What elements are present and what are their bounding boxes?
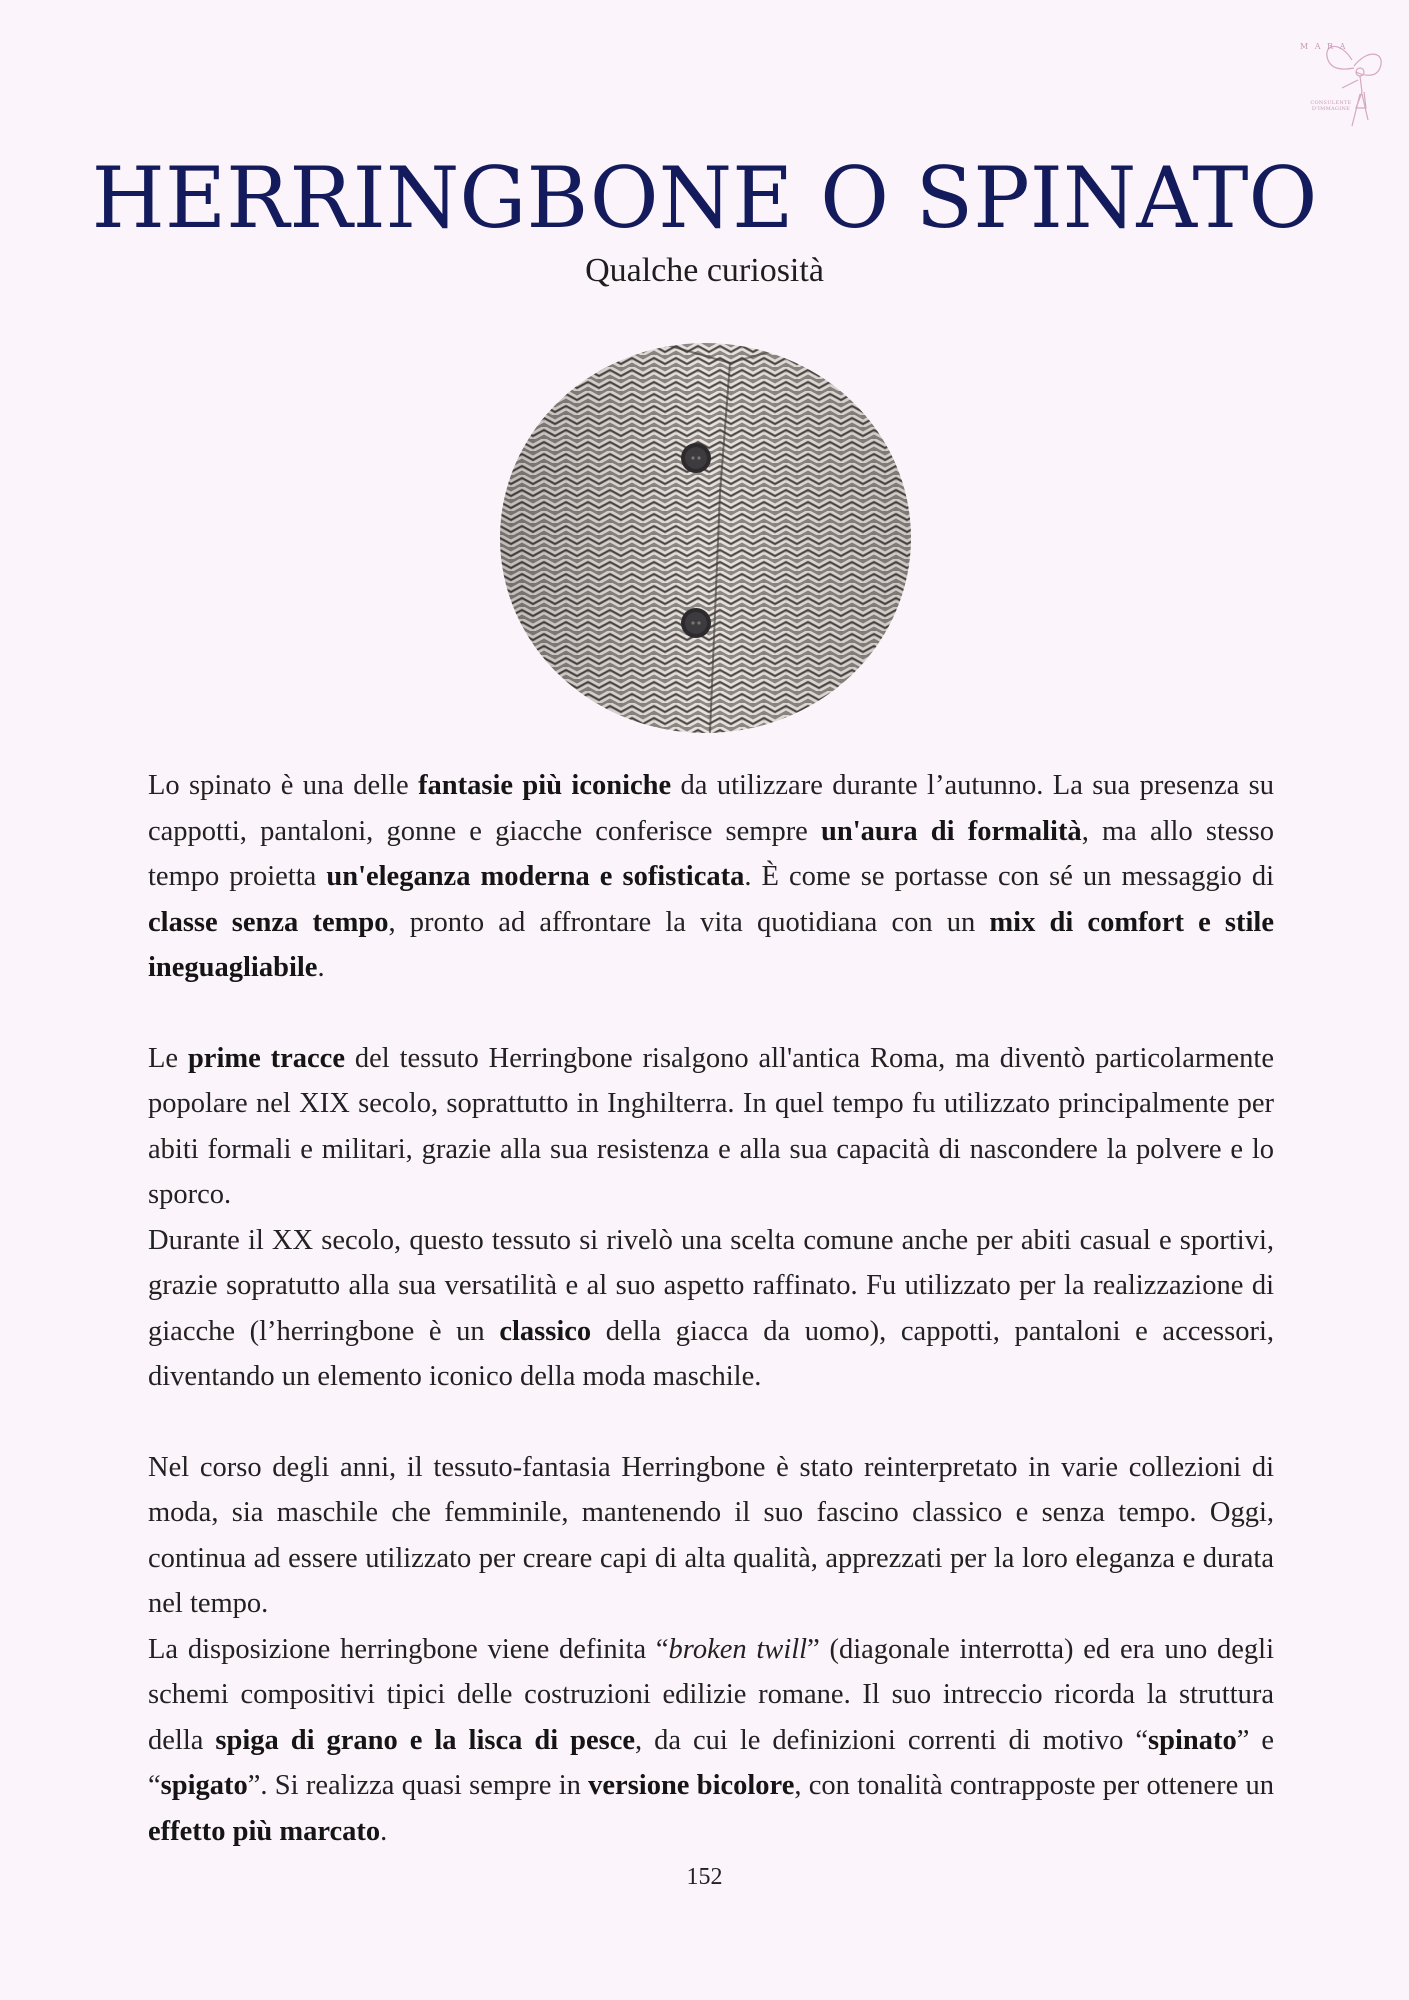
text-run: della giacca da uomo), cappotti, pantaloni e accessori, diventando un elemento iconico della moda maschile. [148,1315,1274,1392]
paragraph-4 [148,1445,1274,1627]
text-run: . [380,1815,388,1847]
logo-name: M A R A [1300,42,1348,51]
text-run: del tessuto Herringbone risalgono all'antica Roma, ma diventò particolarmente popolare nel XIX secolo, soprattutto in Inghilterra. In quel tempo fu utilizzato principalmente per abiti formali e militari, grazie alla sua resistenza e alla sua capacità di nascondere la polvere e lo sporco. [148,1042,1274,1210]
text-run: da utilizzare durante l’autunno. La sua presenza su cappotti, pantaloni, gonne e giacche conferisce sempre [148,770,1274,847]
text-run: . [317,952,325,983]
bold-phrase: spiga di grano e la lisca di pesce [215,1724,636,1756]
paragraph-1 [148,763,1274,991]
text-run: , ma allo stesso tempo proietta [148,815,1274,892]
bold-phrase: un'eleganza moderna e sofisticata [326,861,745,892]
paragraph-2 [148,1036,1274,1218]
text-run: , da cui le definizioni correnti di motivo “ [635,1724,1148,1756]
text-run: La disposizione herringbone viene definita “ [148,1633,669,1665]
bold-phrase: classe senza tempo [148,906,389,938]
page-number: 152 [686,1864,723,1890]
body-text [148,763,1274,1854]
bold-phrase: un'aura di formalità [821,815,1082,847]
text-run: ”. Si realizza quasi sempre in [247,1770,589,1801]
text-run: , pronto ad affrontare la vita quotidiana con un [388,906,990,938]
text-run: ” (diagonale interrotta) ed era uno degli schemi compositivi tipici delle costruzioni edilizie romane. Il suo intreccio ricorda la struttura della [148,1633,1275,1756]
bold-phrase: fantasie più iconiche [418,770,672,801]
text-run: , con tonalità contrapposte per ottenere un [794,1770,1274,1801]
bold-phrase: prime tracce [187,1042,345,1074]
page-subtitle: Qualche curiosità [585,252,824,289]
bold-phrase: mix di comfort e stile ineguagliabile [148,906,1274,983]
text-run: Le [148,1042,188,1074]
page-title: HERRINGBONE O SPINATO [91,149,1318,247]
text-run: ” e “ [148,1724,1274,1801]
text-run: Durante il XX secolo, questo tessuto si rivelò una scelta comune anche per abiti casual e sportivi, grazie sopratutto alla sua versatilità e al suo aspetto raffinato. Fu utilizzato per la realizzazione di giacche (l’herringbone è un [148,1224,1274,1347]
text-run: Lo spinato è una delle [148,770,419,801]
bold-phrase: effetto più marcato [148,1815,381,1847]
bold-phrase: versione bicolore [588,1770,795,1801]
text-run: . È come se portasse con sé un messaggio di [744,861,1275,892]
bold-phrase: classico [499,1315,592,1347]
bold-phrase: spinato [1148,1724,1237,1756]
paragraph-3 [148,1218,1274,1400]
herringbone-coat-photo [500,343,911,733]
text-run: Nel corso degli anni, il tessuto-fantasia Herringbone è stato reinterpretato in varie collezioni di moda, sia maschile che femminile, mantenendo il suo fascino classico e senza tempo. Oggi, continua ad essere utilizzato per creare capi di alta qualità, apprezzati per la loro eleganza e durata nel tempo. [148,1451,1274,1619]
paragraph-5 [148,1627,1274,1855]
bold-phrase: spigato [160,1770,248,1801]
italic-phrase: broken twill [668,1633,808,1665]
logo-tagline: CONSULENTE D'IMMAGINE [1310,100,1352,112]
